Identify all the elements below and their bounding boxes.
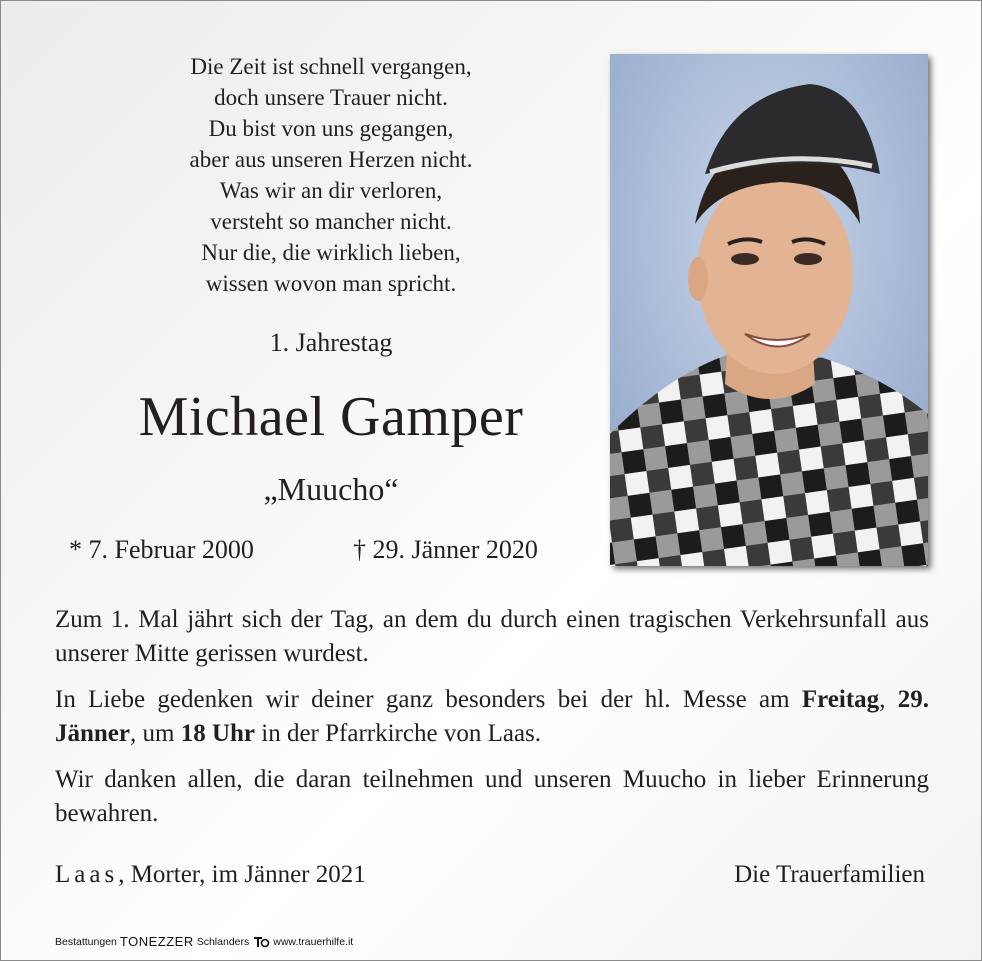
place-town: Laas — [55, 861, 119, 888]
paragraph-accident: Zum 1. Mal jährt sich der Tag, an dem du durch einen tragischen Verkehrsunfall aus unserer Mitte gerissen wurdest. — [55, 606, 929, 667]
paragraph-mass — [55, 683, 929, 751]
poem-line: doch unsere Trauer nicht. — [214, 85, 448, 110]
mass-intro: In Liebe gedenken wir deiner ganz besonders bei der hl. Messe am — [55, 686, 802, 713]
poem-line: versteht so mancher nicht. — [210, 209, 452, 234]
mass-end: in der Pfarrkirche von Laas. — [255, 720, 542, 747]
poem-line: wissen wovon man spricht. — [205, 271, 457, 296]
place-date — [55, 861, 366, 889]
poem-line: Du bist von uns gegangen, — [208, 116, 454, 141]
poem-line: Was wir an dir verloren, — [219, 178, 443, 203]
footer-prefix: Bestattungen — [55, 935, 117, 948]
portrait-photo — [610, 54, 928, 566]
nickname: „Muucho“ — [263, 471, 399, 507]
footer — [55, 934, 353, 949]
portrait-photo-icon — [610, 54, 928, 566]
mass-day: Freitag — [801, 686, 880, 713]
poem-line: Die Zeit ist schnell vergangen, — [190, 54, 472, 79]
paragraph-thanks: Wir danken allen, die daran teilnehmen und unseren Muucho in lieber Erinnerung bewahren. — [55, 766, 929, 827]
footer-website[interactable]: www.trauerhilfe.it — [273, 935, 354, 948]
mass-sep: , — [879, 686, 898, 713]
footer-brand: TONEZZER — [119, 934, 194, 949]
poem — [101, 51, 561, 299]
anniversary-label: 1. Jahrestag — [269, 328, 393, 357]
message-body — [55, 603, 929, 843]
birth-date: * 7. Februar 2000 — [69, 535, 254, 564]
poem-line: aber aus unseren Herzen nicht. — [189, 147, 473, 172]
mass-time: 18 Uhr — [180, 720, 256, 747]
poem-line: Nur die, die wirklich lieben, — [201, 240, 461, 265]
family-signature: Die Trauerfamilien — [734, 861, 925, 888]
mass-mid: , um — [130, 720, 181, 747]
footer-town: Schlanders — [196, 935, 250, 948]
death-date: † 29. Jänner 2020 — [353, 535, 538, 564]
deceased-name: Michael Gamper — [138, 386, 524, 448]
mass-date: 29. Jänner — [55, 686, 930, 747]
place-rest: , Morter, im Jänner 2021 — [118, 861, 366, 888]
trauerhilfe-logo-icon — [252, 935, 270, 949]
